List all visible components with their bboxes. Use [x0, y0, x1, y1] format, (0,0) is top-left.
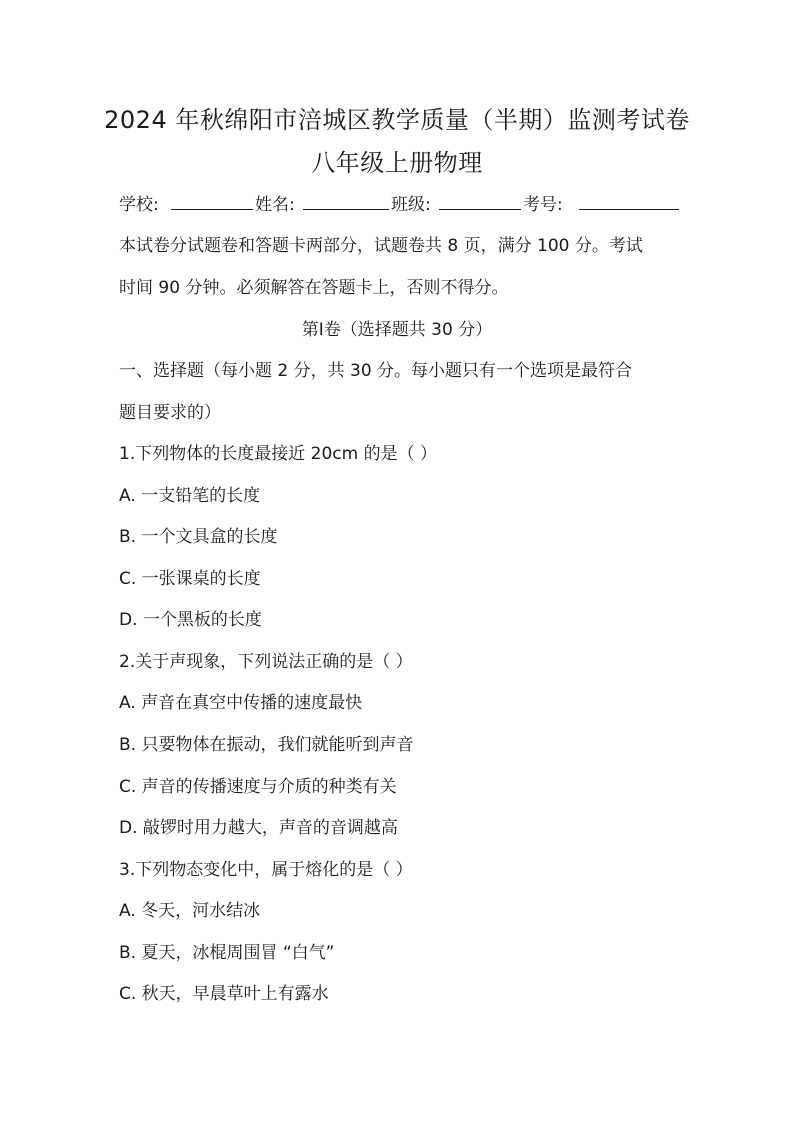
question-3-option-a: A. 冬天，河水结冰	[119, 901, 261, 921]
question-1-option-b: B. 一个文具盒的长度	[119, 527, 278, 547]
question-2-option-d: D. 敲锣时用力越大，声音的音调越高	[119, 818, 398, 838]
school-blank[interactable]	[171, 209, 253, 210]
exam-number-blank[interactable]	[579, 209, 679, 210]
question-1-option-d: D. 一个黑板的长度	[119, 610, 262, 630]
question-1-option-c: C. 一张课桌的长度	[119, 569, 261, 589]
exam-title: 2024 年秋绵阳市涪城区教学质量（半期）监测考试卷	[104, 106, 690, 134]
section-heading-line-2: 题目要求的）	[119, 403, 221, 423]
exam-number-label: 考号:	[523, 195, 563, 215]
class-blank[interactable]	[439, 209, 521, 210]
student-info-row	[119, 190, 679, 214]
question-2-option-a: A. 声音在真空中传播的速度最快	[119, 693, 363, 713]
instructions-line-1: 本试卷分试题卷和答题卡两部分，试题卷共 8 页，满分 100 分。考试	[119, 236, 643, 256]
question-3-option-b: B. 夏天，冰棍周围冒 “白气”	[119, 943, 335, 963]
part-title: 第Ⅰ卷（选择题共 30 分）	[301, 320, 493, 340]
question-3-stem: 3.下列物态变化中，属于熔化的是（ ）	[119, 860, 413, 880]
exam-subtitle: 八年级上册物理	[311, 149, 483, 177]
question-2-option-b: B. 只要物体在振动，我们就能听到声音	[119, 735, 414, 755]
section-heading-line-1: 一、选择题（每小题 2 分，共 30 分。每小题只有一个选项是最符合	[119, 361, 633, 381]
class-label: 班级:	[391, 195, 431, 215]
question-3-option-c: C. 秋天，早晨草叶上有露水	[119, 984, 329, 1004]
name-label: 姓名:	[255, 195, 295, 215]
school-label: 学校:	[119, 195, 159, 215]
instructions-line-2: 时间 90 分钟。必须解答在答题卡上，否则不得分。	[119, 278, 509, 298]
question-1-stem: 1.下列物体的长度最接近 20cm 的是（ ）	[119, 444, 437, 464]
question-1-option-a: A. 一支铅笔的长度	[119, 486, 261, 506]
question-2-stem: 2.关于声现象，下列说法正确的是（ ）	[119, 652, 413, 672]
name-blank[interactable]	[303, 209, 389, 210]
question-2-option-c: C. 声音的传播速度与介质的种类有关	[119, 777, 397, 797]
